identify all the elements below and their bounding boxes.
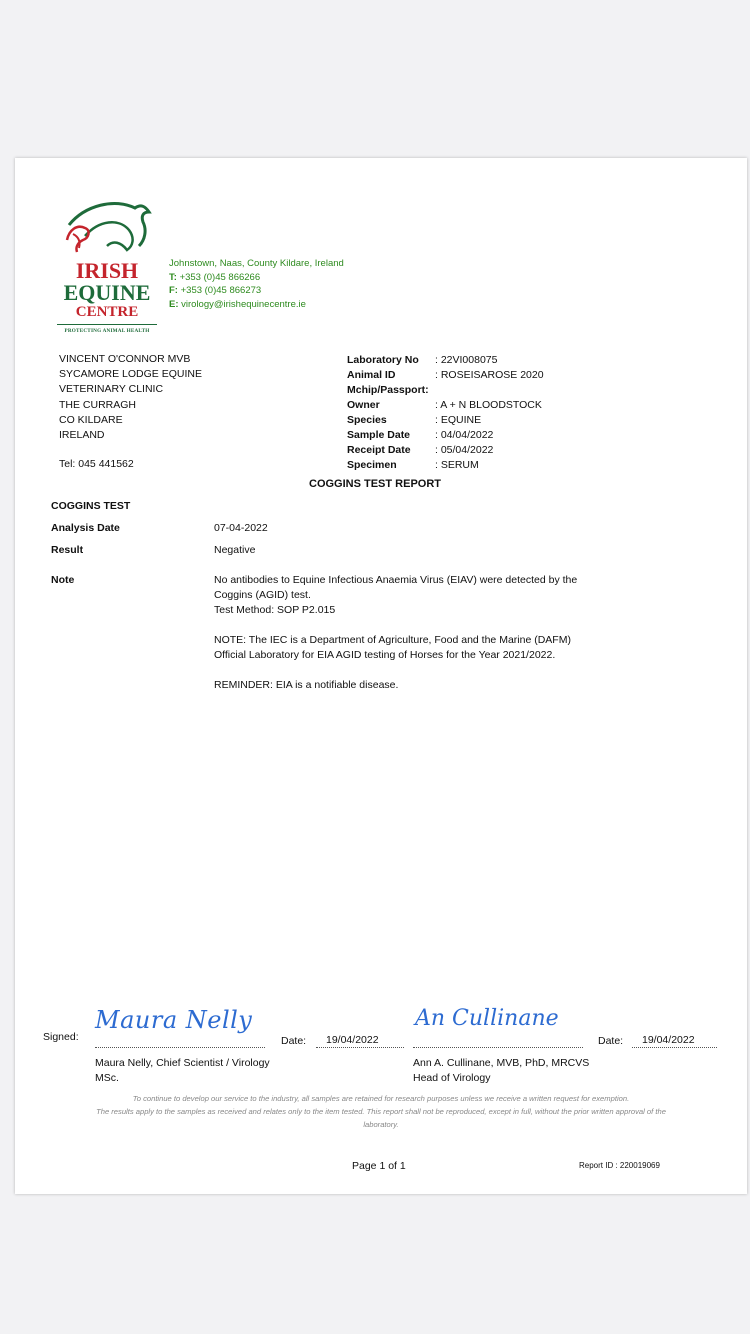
org-contact [169,257,344,311]
note-paragraph-3: REMINDER: EIA is a notifiable disease. [214,679,399,691]
client-address [59,352,202,472]
test-name: COGGINS TEST [51,500,131,512]
date-label-1: Date: [281,1035,307,1047]
signature-2-image: An Cullinane [415,1006,559,1031]
note-paragraph-1: No antibodies to Equine Infectious Anaemia Virus (EIAV) were detected by the Coggins (AGID) test. [214,574,578,601]
logo-equine: EQUINE [63,280,151,305]
footer-disclaimer [85,1092,677,1131]
client-line: CO KILDARE [59,413,123,426]
org-address: Johnstown, Naas, County Kildare, Ireland [169,258,344,269]
client-line: SYCAMORE LODGE EQUINE [59,368,202,381]
signature-line-2 [413,1047,583,1048]
lab-row-animal-id: Animal ID : ROSEISAROSE 2020 [347,369,544,381]
logo-tagline: PROTECTING ANIMAL HEALTH [64,328,150,334]
analysis-date-value: 07-04-2022 [214,522,268,534]
analysis-date-label: Analysis Date [51,522,120,534]
page-number: Page 1 of 1 [352,1160,406,1172]
lab-row-owner: Owner : A + N BLOODSTOCK [347,399,542,411]
lab-row-species: Species : EQUINE [347,414,482,426]
result-value: Negative [214,544,256,556]
date-value-2: 19/04/2022 [632,1034,717,1048]
client-line: VINCENT O'CONNOR MVB [59,353,191,365]
signatory-1 [95,1056,270,1086]
signatory-2 [413,1056,589,1086]
logo-irish: IRISH [75,258,139,283]
signatory-1-title: MSc. [95,1072,119,1084]
client-line: IRELAND [59,429,105,442]
report-page [15,158,747,1194]
signature-line-1 [95,1047,265,1048]
note-paragraph-2: NOTE: The IEC is a Department of Agriculture, Food and the Marine (DAFM) Official Laboratory for EIA AGID testing of Horses for the Year 2021/2022. [214,634,571,661]
result-label: Result [51,544,84,556]
client-line: THE CURRAGH [59,398,137,411]
report-title: COGGINS TEST REPORT [309,478,442,490]
date-value-1: 19/04/2022 [316,1034,404,1048]
signatory-2-name: Ann A. Cullinane, MVB, PhD, MRCVS [413,1057,590,1069]
lab-row-mchip: Mchip/Passport: [347,384,429,396]
irish-equine-centre-logo [55,200,159,340]
client-tel: Tel: 045 441562 [59,458,134,471]
disclaimer-1: To continue to develop our service to the industry, all samples are retained for research purposes unless we receive a written request for exemption. [132,1094,630,1103]
lab-details [347,353,544,473]
logo-divider [57,324,157,325]
disclaimer-2: The results apply to the samples as received and relates only to the item tested. This report shall not be reproduced, except in full, without the prior written approval of the laboratory. [96,1107,666,1129]
lab-row-sample-date: Sample Date : 04/04/2022 [347,429,494,441]
org-email: E: virology@irishequinecentre.ie [169,298,306,310]
signed-label: Signed: [43,1031,79,1043]
lab-row-receipt-date: Receipt Date : 05/04/2022 [347,444,494,456]
org-tel: T: +353 (0)45 866266 [169,271,261,283]
date-label-2: Date: [598,1035,624,1047]
org-fax: F: +353 (0)45 866273 [169,285,262,296]
signatory-1-name: Maura Nelly, Chief Scientist / Virology [95,1057,270,1069]
note-text [214,573,594,708]
signature-1-image: Maura Nelly [95,1006,253,1034]
note-label: Note [51,574,75,586]
lab-row-laboratory-no: Laboratory No : 22VI008075 [347,354,498,366]
client-line: VETERINARY CLINIC [59,383,164,396]
note-method: Test Method: SOP P2.015 [214,604,336,616]
report-id: Report ID : 220019069 [579,1161,660,1170]
lab-row-specimen: Specimen : SERUM [347,459,479,471]
logo-centre: CENTRE [75,304,139,320]
signatory-2-title: Head of Virology [413,1072,491,1084]
